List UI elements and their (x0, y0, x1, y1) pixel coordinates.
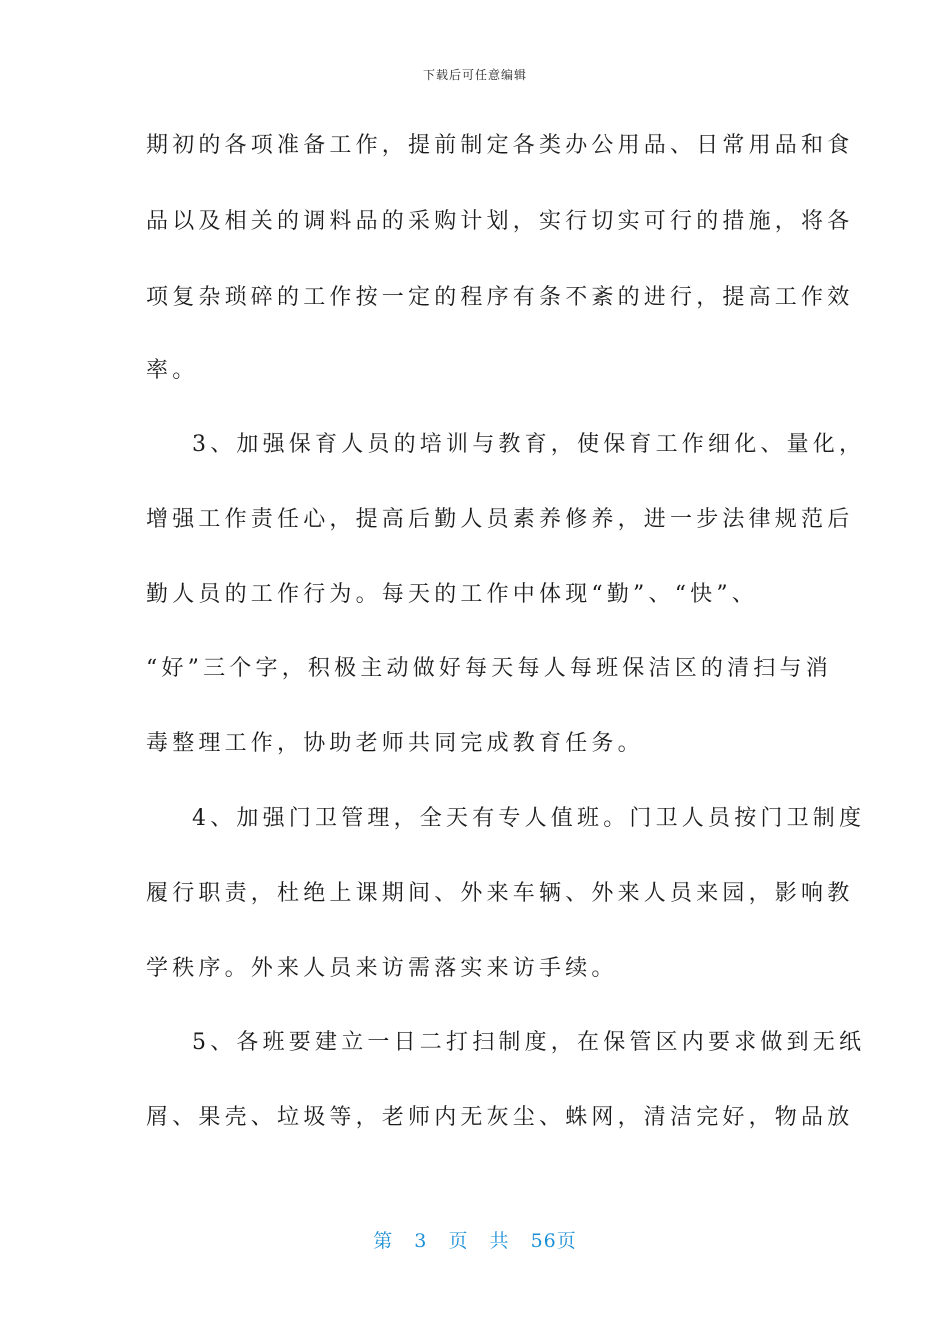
text-line: 增强工作责任心，提高后勤人员素养修养，进一步法律规范后 (146, 507, 854, 532)
text-line: “好”三个字，积极主动做好每天每人每班保洁区的清扫与消 (146, 656, 832, 681)
text-line: 勤人员的工作行为。每天的工作中体现“勤”、“快”、 (146, 582, 758, 607)
text-line: 期初的各项准备工作，提前制定各类办公用品、日常用品和食 (146, 133, 854, 158)
page-label-prefix: 第 (373, 1230, 394, 1252)
text-line: 学秩序。外来人员来访需落实来访手续。 (146, 956, 618, 981)
text-line: 3、加强保育人员的培训与教育，使保育工作细化、量化， (192, 432, 866, 457)
text-line: 项复杂琐碎的工作按一定的程序有条不紊的进行，提高工作效 (146, 285, 854, 310)
total-label: 共 (489, 1230, 510, 1252)
text-line: 4、加强门卫管理，全天有专人值班。门卫人员按门卫制度 (192, 806, 866, 831)
page-label-middle: 页 (448, 1230, 469, 1252)
current-page-number: 3 (414, 1230, 428, 1252)
total-pages: 56页 (530, 1230, 577, 1252)
text-line: 履行职责，杜绝上课期间、外来车辆、外来人员来园，影响教 (146, 881, 854, 906)
text-line: 毒整理工作，协助老师共同完成教育任务。 (146, 731, 644, 756)
text-line: 率。 (146, 358, 199, 383)
text-line: 5、各班要建立一日二打扫制度，在保管区内要求做到无纸 (192, 1030, 866, 1055)
text-line: 品以及相关的调料品的采购计划，实行切实可行的措施，将各 (146, 209, 854, 234)
page-footer (0, 1226, 950, 1253)
text-line: 屑、果壳、垃圾等，老师内无灰尘、蛛网，清洁完好，物品放 (146, 1105, 854, 1130)
header-note: 下载后可任意编辑 (422, 68, 527, 82)
